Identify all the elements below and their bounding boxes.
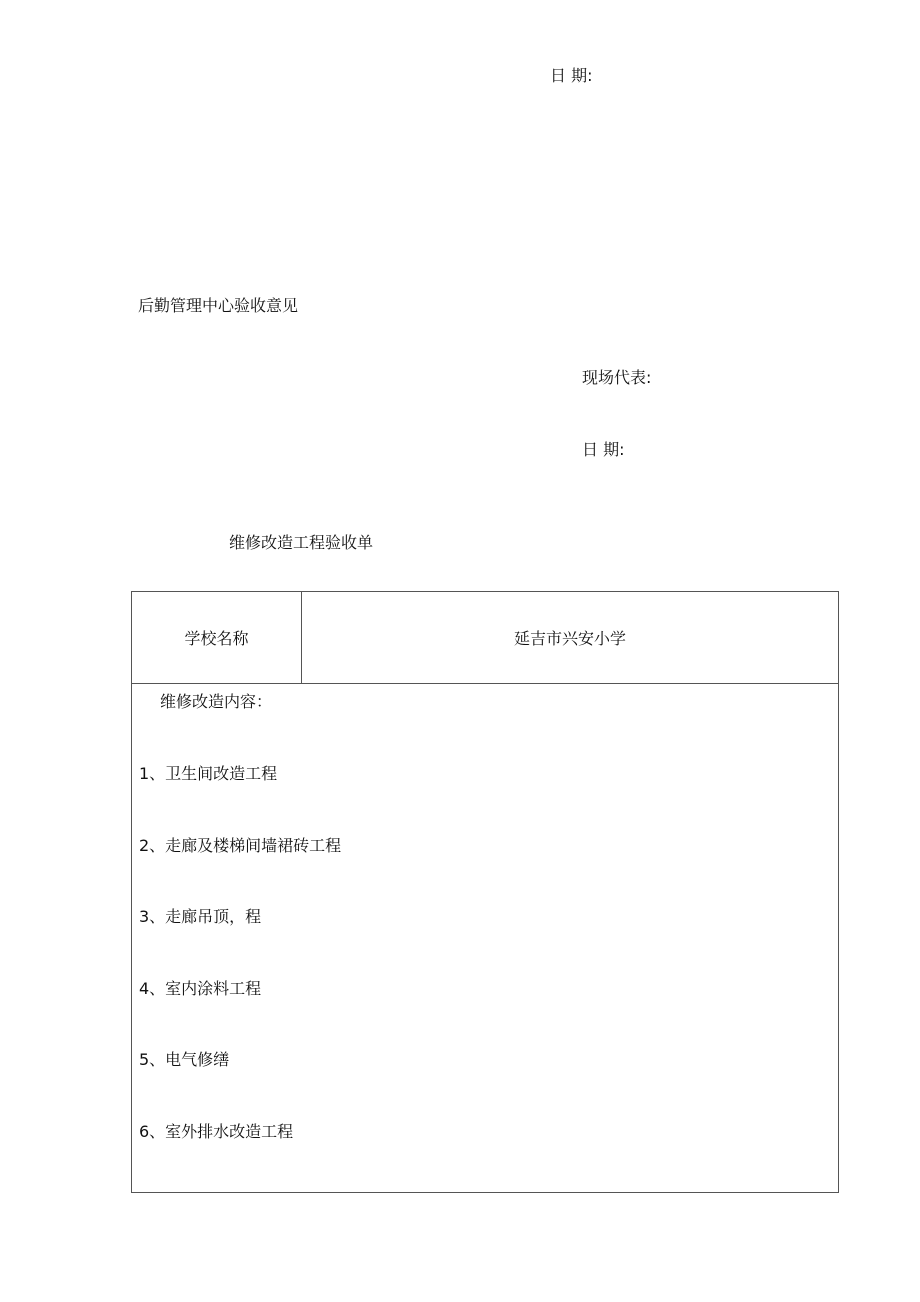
date-label-mid: 日 期: <box>582 440 625 459</box>
list-item: 6、室外排水改造工程 <box>139 1122 294 1141</box>
logistics-opinion-heading: 后勤管理中心验收意见 <box>138 296 299 315</box>
form-title: 维修改造工程验收单 <box>229 533 374 552</box>
school-name-row <box>132 592 838 684</box>
school-name-label-cell <box>132 592 302 683</box>
list-item: 5、电气修缮 <box>139 1050 230 1069</box>
school-name-label: 学校名称 <box>184 629 249 648</box>
list-item: 4、室内涂料工程 <box>139 979 262 998</box>
onsite-representative-label: 现场代表: <box>582 368 652 387</box>
renovation-content-heading: 维修改造内容： <box>160 692 273 711</box>
school-name-value-cell <box>302 592 838 683</box>
list-item: 3、走廊吊顶，程 <box>139 907 262 926</box>
list-item: 2、走廊及楼梯间墙裙砖工程 <box>139 836 342 855</box>
acceptance-form-table <box>131 591 839 1193</box>
school-name-value: 延吉市兴安小学 <box>513 629 626 648</box>
date-label-top: 日 期: <box>550 66 593 85</box>
list-item: 1、卫生间改造工程 <box>139 764 278 783</box>
